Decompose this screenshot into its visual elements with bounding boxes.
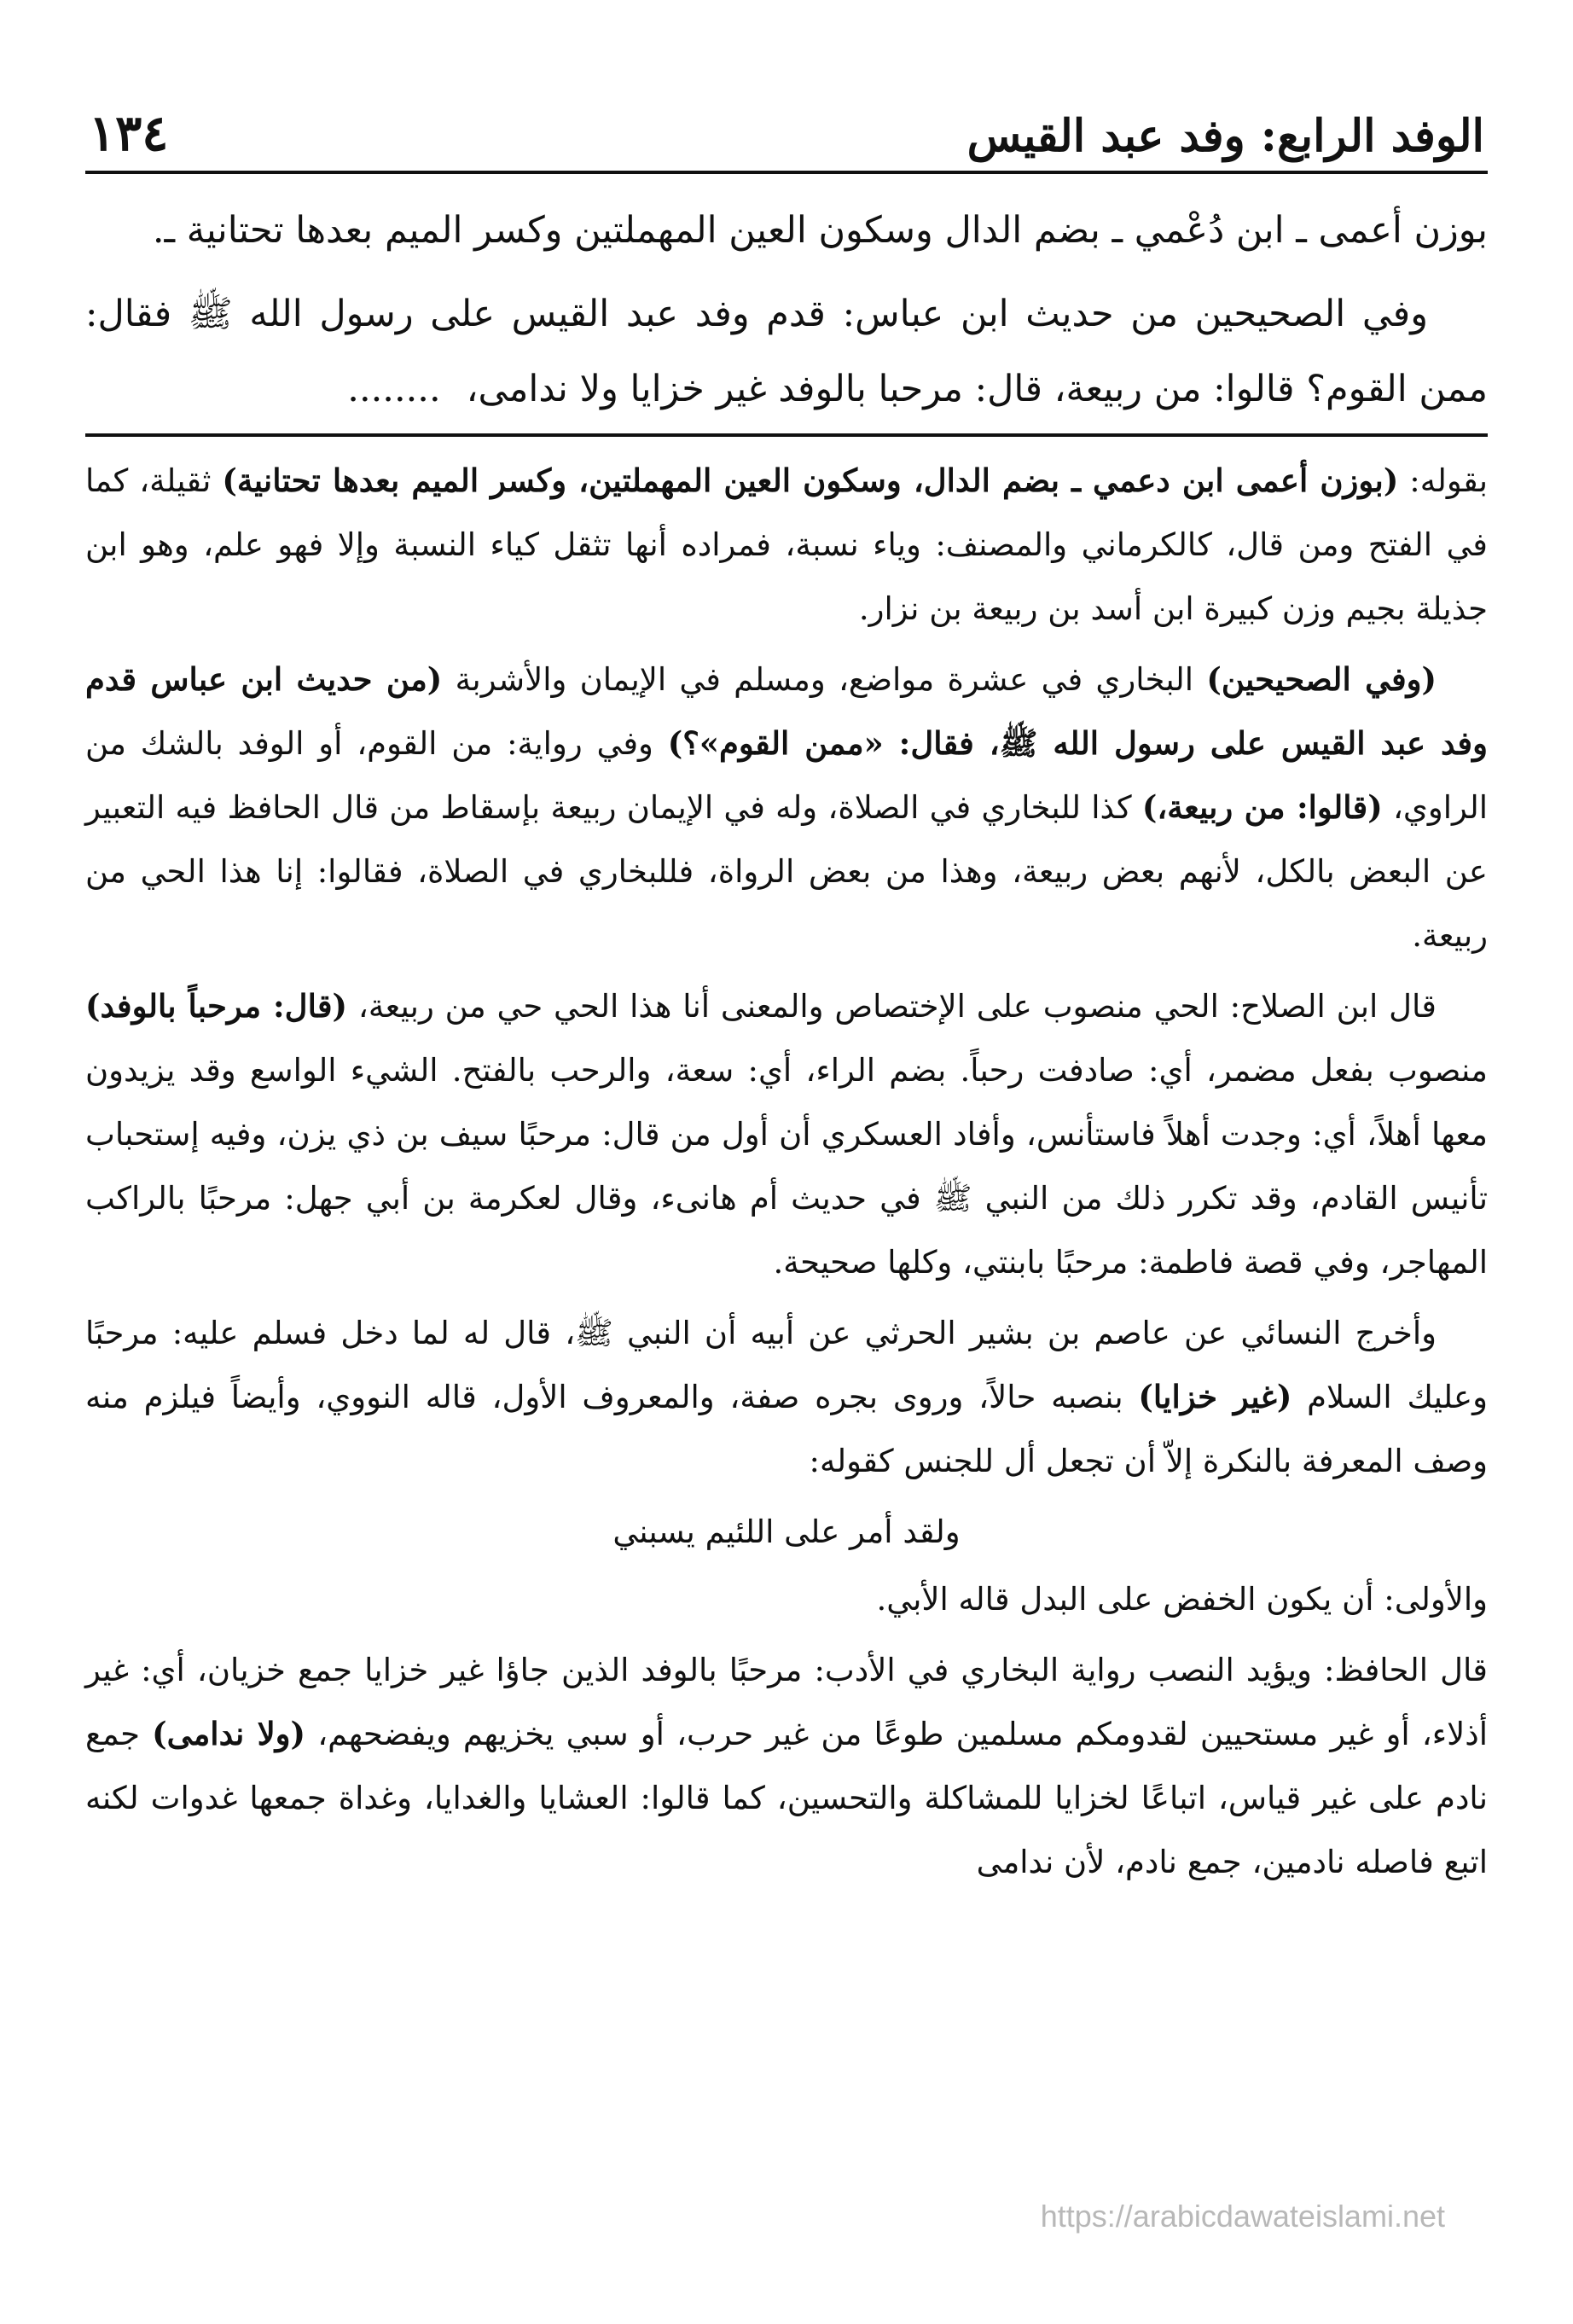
commentary-text: وفي رواية: من القوم، أو الوفد بالشك من الراوي، [85,725,1489,826]
commentary-text: وأخرج النسائي عن عاصم بن بشير الحرثي عن أبيه أن النبي ﷺ، قال له لما دخل فسلم عليه: مرحبًا وعليك السلام [85,1315,1488,1415]
commentary [85,449,1488,1894]
quoted-main-text: (من حديث ابن عباس قدم وفد عبد القيس على رسول الله ﷺ، فقال: «ممن القوم»؟) [85,660,1488,762]
commentary-text: جمع نادم على غير قياس، اتباعًا لخزايا للمشاكلة والتحسين، كما قالوا: العشايا والغدايا، وغداة جمعها غدوات لكنه اتبع فاصله نادمين، جمع نادم، لأن ندامى [85,1716,1488,1880]
commentary-paragraph-1 [85,449,1488,641]
main-text-paragraph-2-text: وفي الصحيحين من حديث ابن عباس: قدم وفد عبد القيس على رسول الله ﷺ فقال: ممن القوم؟ قالوا: من ربيعة، قال: مرحبا بالوفد غير خزايا ولا ندامى، [85,293,1488,410]
book-page [85,81,1488,1901]
page-header [85,81,1488,174]
commentary-text: بنصبه حالاً، وروى بجره صفة، والمعروف الأول، قاله النووي، وأيضاً فيلزم منه وصف المعرفة بالنكرة إلاّ أن تجعل أل للجنس كقوله: [85,1379,1488,1479]
commentary-text: قال الحافظ: ويؤيد النصب رواية البخاري في الأدب: مرحبًا بالوفد الذين جاؤا غير خزايا جمع خزيان، أي: غير أذلاء، أو غير مستحيين لقدومكم مسلمين طوعًا من غير حرب، أو سبي يخزيهم ويفضحهم، [85,1652,1488,1752]
footnote-divider [85,433,1488,437]
quoted-main-text: (ولا ندامى) [152,1715,306,1752]
commentary-paragraph-6 [85,1638,1488,1894]
ellipsis-dots: ........ [347,368,441,410]
quoted-main-text: (قالوا: من ربيعة،) [1141,788,1383,826]
commentary-paragraph-4 [85,1301,1488,1493]
commentary-text: بقوله: [1398,462,1488,499]
commentary-paragraph-3 [85,974,1488,1294]
commentary-text: كذا للبخاري في الصلاة، وله في الإيمان ربيعة بإسقاط من قال الحافظ فيه التعبير عن البعض بالكل، لأنهم بعض ربيعة، وهذا من بعض الرواة، فللبخاري في الصلاة، فقالوا: إنا هذا الحي من ربيعة. [85,789,1488,954]
commentary-text: البخاري في عشرة مواضع، ومسلم في الإيمان والأشربة [442,661,1207,698]
main-text-paragraph-1: بوزن أعمى ـ ابن دُعْمي ـ بضم الدال وسكون العين المهملتين وكسر الميم بعدها تحتانية ـ. [152,209,1488,252]
commentary-paragraph-2 [85,648,1488,967]
website-watermark: https://arabicdawateislami.net [1040,2199,1445,2234]
quoted-main-text: (غير خزايا) [1138,1378,1292,1415]
commentary-paragraph-5: والأولى: أن يكون الخفض على البدل قاله الأبي. [876,1581,1488,1618]
running-title: الوفد الرابع: وفد عبد القيس [966,110,1484,162]
commentary-text: قال ابن الصلاح: الحي منصوب على الإختصاص والمعنى أنا هذا الحي حي من ربيعة، [347,988,1437,1025]
commentary-text: منصوب بفعل مضمر، أي: صادفت رحباً. بضم الراء، أي: سعة، والرحب بالفتح. الشيء الواسع وقد يزيدون معها أهلاً، أي: وجدت أهلاً فاستأنس، وأفاد العسكري أن أول من قال: مرحبًا سيف بن ذي يزن، وفيه إستحباب تأنيس القادم، وقد تكرر ذلك من النبي ﷺ في حديث أم هانىء، وقال لعكرمة بن أبي جهل: مرحبًا بالراكب المهاجر، وفي قصة فاطمة: مرحبًا بابنتي، وكلها صحيحة. [85,1052,1488,1281]
main-text-paragraph-2 [85,276,1488,427]
quoted-main-text: (وفي الصحيحين) [1206,660,1437,698]
commentary-text: ثقيلة، كما في الفتح ومن قال، كالكرماني والمصنف: وياء نسبة، فمراده أنها تثقل كياء النسبة وإلا فهو علم، وهو ابن جذيلة بجيم وزن كبيرة ابن أسد بن ربيعة بن نزار. [85,462,1488,627]
quoted-main-text: (قال: مرحباً بالوفد) [85,987,348,1025]
poetry-verse: ولقد أمر على اللئيم يسبني [612,1514,961,1550]
page-number: ١٣٤ [89,104,169,162]
quoted-main-text: (بوزن أعمى ابن دعمي ـ بضم الدال، وسكون العين المهملتين، وكسر الميم بعدها تحتانية) [222,462,1399,499]
main-text [85,193,1488,427]
